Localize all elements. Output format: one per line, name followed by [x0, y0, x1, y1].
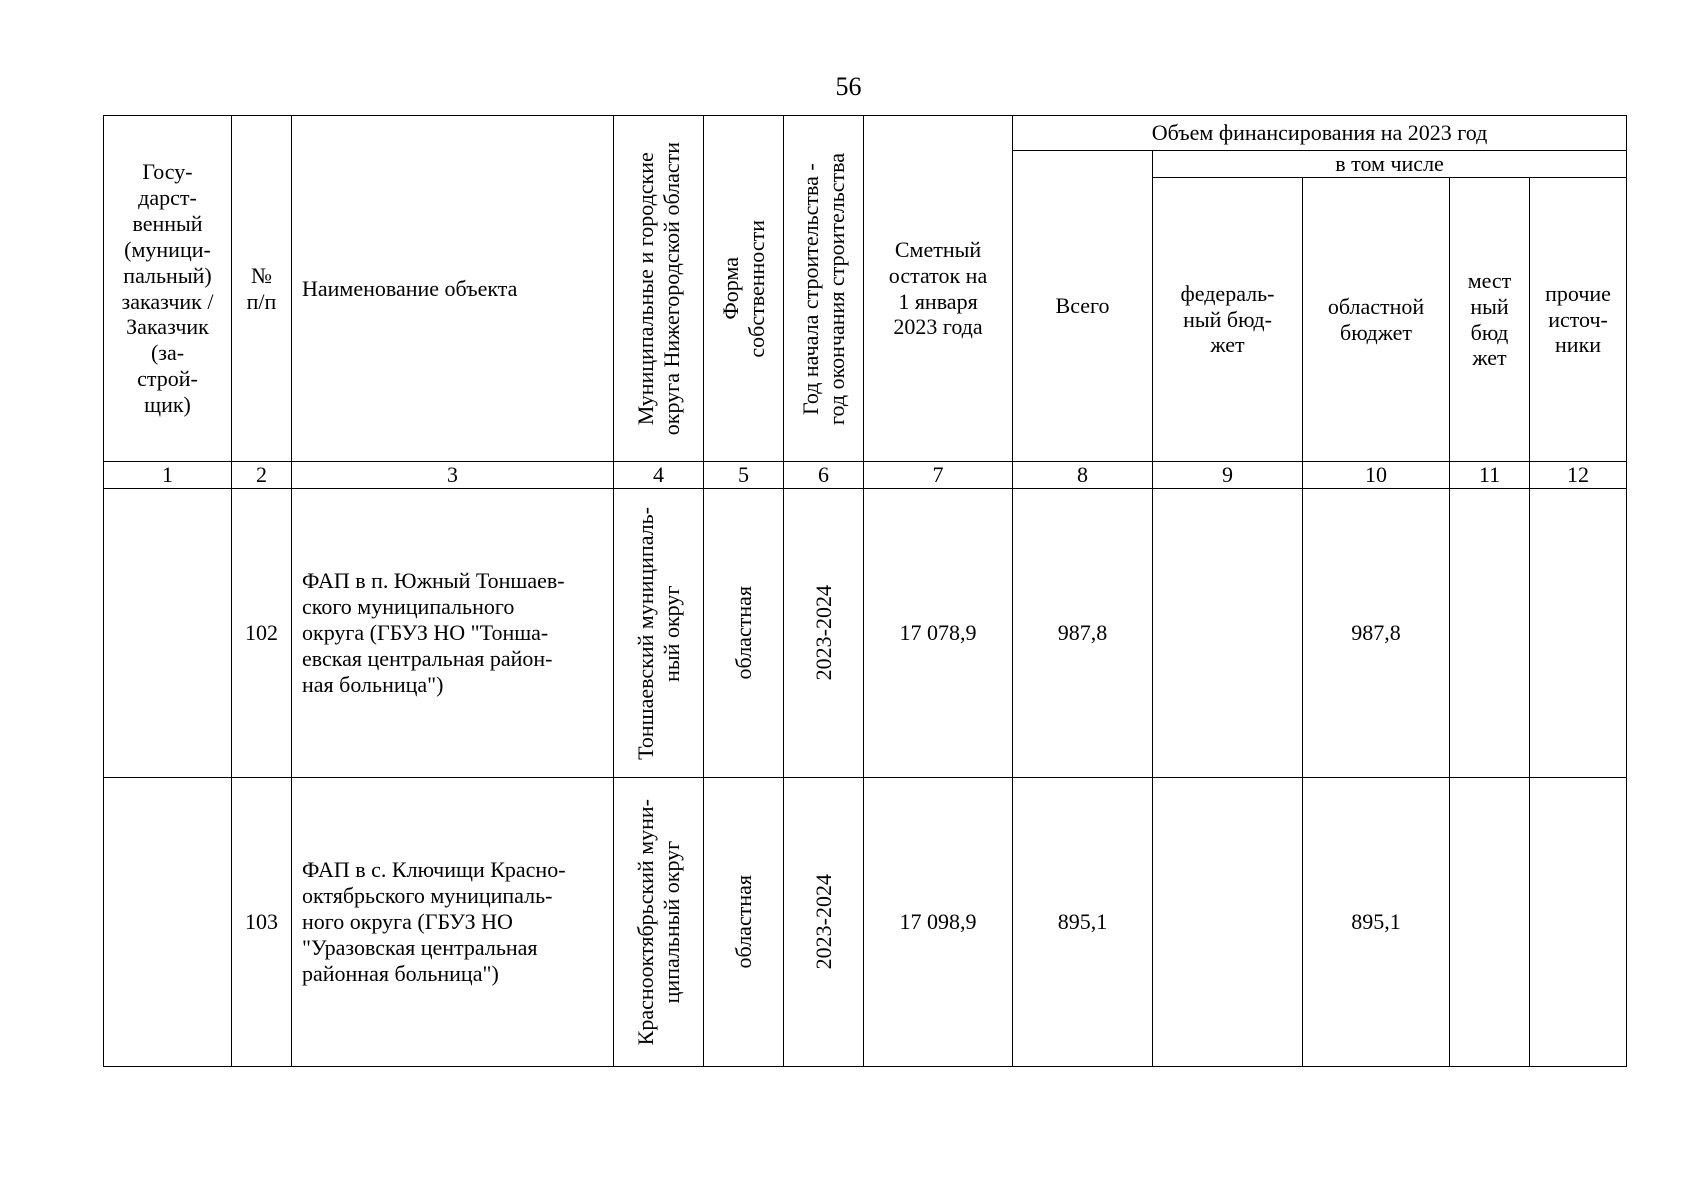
header-years: Год начала строительства - год окончания строительства [784, 116, 864, 462]
row-number: 102 [232, 489, 292, 778]
row-years: 2023-2024 [784, 778, 864, 1067]
row-federal [1153, 778, 1303, 1067]
page-number: 56 [835, 72, 862, 101]
column-number: 5 [704, 462, 784, 489]
column-number: 10 [1303, 462, 1450, 489]
row-object-name: ФАП в п. Южный Тоншаев- ского муниципального округа (ГБУЗ НО "Тонша- евская центральная район- ная больница") [292, 489, 614, 778]
row-object-name: ФАП в с. Ключищи Красно- октябрьского муниципаль- ного округа (ГБУЗ НО "Уразовская центральная районная больница") [292, 778, 614, 1067]
header-customer: Госу- дарст- венный (муници- пальный) заказчик / Заказчик (за- строй- щик) [104, 116, 232, 462]
column-number: 7 [864, 462, 1013, 489]
row-remainder: 17 098,9 [864, 778, 1013, 1067]
row-regional: 895,1 [1303, 778, 1450, 1067]
column-number: 4 [614, 462, 704, 489]
row-district: Краснооктябрьский муни- ципальный округ [614, 778, 704, 1067]
row-regional: 987,8 [1303, 489, 1450, 778]
header-regional: областной бюджет [1303, 178, 1450, 462]
row-ownership: областная [704, 489, 784, 778]
header-federal: федераль- ный бюд- жет [1153, 178, 1303, 462]
header-other: прочие источ- ники [1530, 178, 1627, 462]
column-number: 9 [1153, 462, 1303, 489]
row-customer [104, 778, 232, 1067]
row-remainder: 17 078,9 [864, 489, 1013, 778]
column-number: 3 [292, 462, 614, 489]
table-row [104, 778, 1627, 1067]
column-number: 2 [232, 462, 292, 489]
header-local: мест ный бюд жет [1450, 178, 1530, 462]
header-funding-group: Объем финансирования на 2023 год [1013, 116, 1627, 151]
table-row [104, 489, 1627, 778]
financing-table [103, 115, 1627, 1067]
row-number: 103 [232, 778, 292, 1067]
column-number: 8 [1013, 462, 1153, 489]
row-local [1450, 489, 1530, 778]
header-district: Муниципальные и городские округа Нижегородской области [614, 116, 704, 462]
row-ownership: областная [704, 778, 784, 1067]
column-number-row [104, 462, 1627, 489]
row-other [1530, 489, 1627, 778]
column-number: 1 [104, 462, 232, 489]
row-total: 895,1 [1013, 778, 1153, 1067]
row-federal [1153, 489, 1303, 778]
column-number: 12 [1530, 462, 1627, 489]
column-number: 6 [784, 462, 864, 489]
header-ownership: Форма собственности [704, 116, 784, 462]
row-district: Тоншаевский муниципаль- ный округ [614, 489, 704, 778]
row-customer [104, 489, 232, 778]
header-including: в том числе [1153, 151, 1627, 178]
column-number: 11 [1450, 462, 1530, 489]
header-number: № п/п [232, 116, 292, 462]
header-total: Всего [1013, 151, 1153, 462]
row-years: 2023-2024 [784, 489, 864, 778]
header-remainder: Сметный остаток на 1 января 2023 года [864, 116, 1013, 462]
row-local [1450, 778, 1530, 1067]
row-total: 987,8 [1013, 489, 1153, 778]
row-other [1530, 778, 1627, 1067]
header-object-name: Наименование объекта [292, 116, 614, 462]
